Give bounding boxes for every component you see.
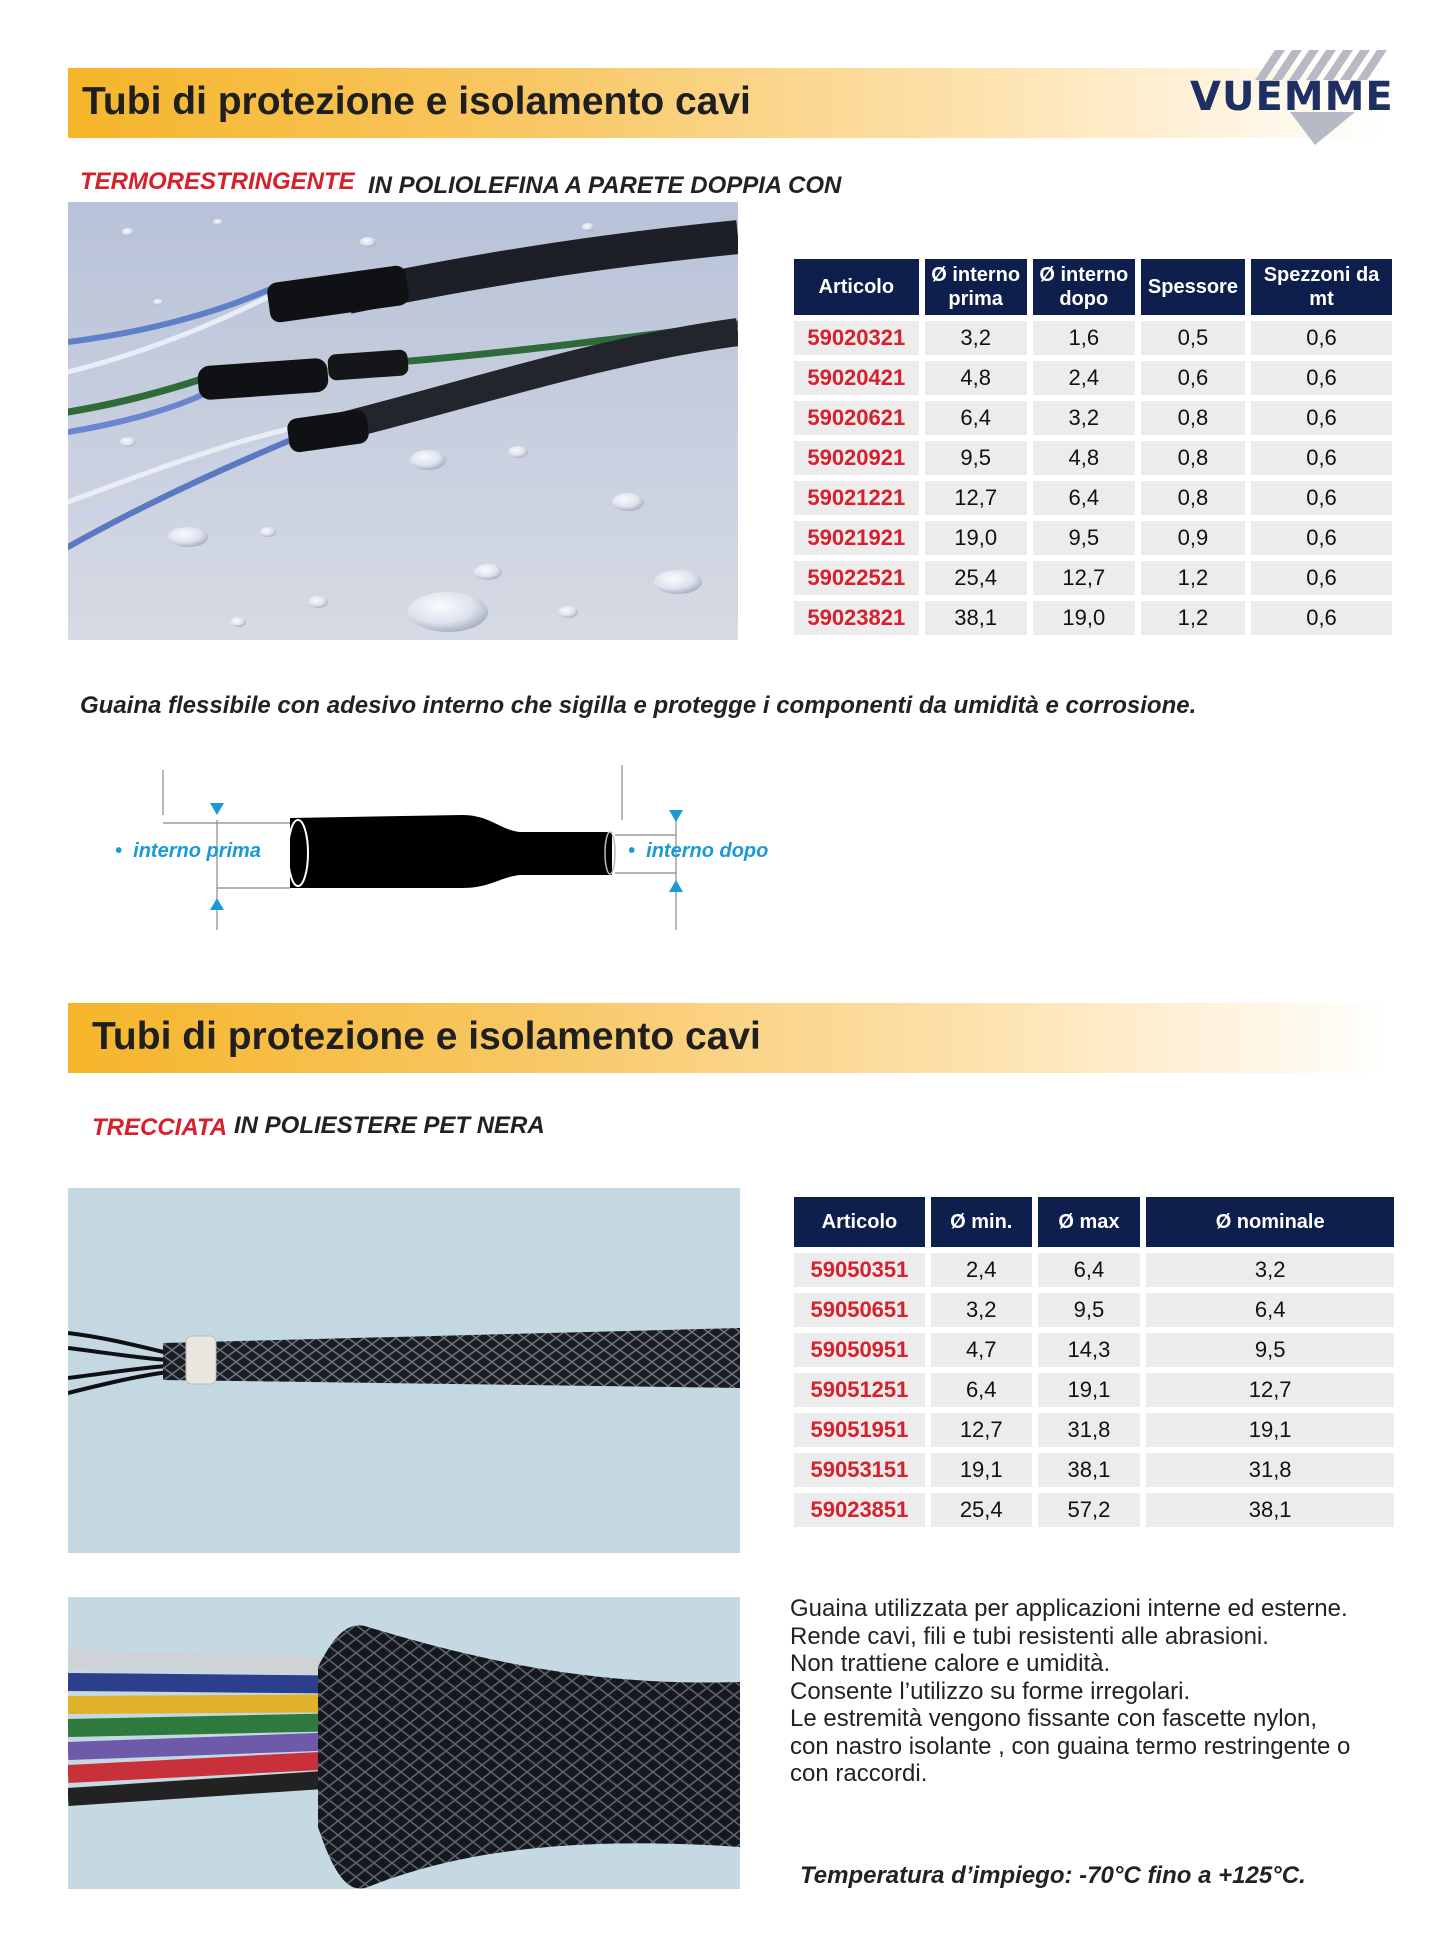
cell-min: 2,4 [931, 1253, 1032, 1287]
cell-interno-dopo: 2,4 [1033, 361, 1135, 395]
heat-shrink-cables-photo [68, 202, 738, 640]
table-row [794, 481, 1392, 515]
cell-interno-prima: 6,4 [925, 401, 1027, 435]
section1-title: Tubi di protezione e isolamento cavi [82, 80, 751, 123]
bullet-icon: • [628, 840, 636, 862]
logo-text: VUEMME [1190, 74, 1394, 120]
cell-interno-prima: 9,5 [925, 441, 1027, 475]
article-code: 59020921 [794, 441, 919, 475]
table-row [794, 1413, 1394, 1447]
table-row [794, 521, 1392, 555]
cell-interno-dopo: 4,8 [1033, 441, 1135, 475]
table-header-row [794, 1197, 1394, 1247]
cell-spezzoni: 0,6 [1251, 441, 1392, 475]
col-header-articolo: Articolo [794, 1197, 925, 1247]
cell-spessore: 1,2 [1141, 601, 1245, 635]
table-header-row [794, 259, 1392, 315]
list-item: Rende cavi, fili e tubi resistenti alle abrasioni. [790, 1622, 1269, 1650]
cell-interno-prima: 4,8 [925, 361, 1027, 395]
col-header-interno-prima: Ø interno prima [925, 259, 1027, 315]
arrow-down-icon [669, 810, 683, 822]
label-interno-dopo [628, 840, 768, 863]
cell-nominale: 31,8 [1146, 1453, 1394, 1487]
section2-header-band [68, 1003, 1388, 1073]
cell-spezzoni: 0,6 [1251, 361, 1392, 395]
cell-max: 6,4 [1038, 1253, 1141, 1287]
cell-spessore: 0,8 [1141, 481, 1245, 515]
braided-sleeve-photo [68, 1188, 740, 1553]
table-row [794, 441, 1392, 475]
label-interno-prima [115, 840, 261, 863]
vuemme-logo [1180, 50, 1395, 145]
table-row [794, 361, 1392, 395]
article-code: 59051251 [794, 1373, 925, 1407]
list-item: con raccordi. [790, 1760, 928, 1787]
article-code: 59020321 [794, 321, 919, 355]
col-header-min: Ø min. [931, 1197, 1032, 1247]
cell-nominale: 38,1 [1146, 1493, 1394, 1527]
features-list [790, 1595, 1350, 1788]
temperature-range: Temperatura d’impiego: -70°C fino a +125°C. [800, 1862, 1306, 1889]
label-interno-dopo-text: interno dopo [646, 840, 769, 862]
braided-sleeve-closeup-photo [68, 1597, 740, 1889]
cell-max: 38,1 [1038, 1453, 1141, 1487]
cell-max: 31,8 [1038, 1413, 1141, 1447]
article-code: 59020621 [794, 401, 919, 435]
article-code: 59022521 [794, 561, 919, 595]
cell-interno-dopo: 1,6 [1033, 321, 1135, 355]
list-item: Le estremità vengono fissante con fascette nylon, [790, 1705, 1317, 1732]
cell-interno-dopo: 12,7 [1033, 561, 1135, 595]
cell-interno-dopo: 3,2 [1033, 401, 1135, 435]
table-row [794, 561, 1392, 595]
section1-subtitle-black: IN POLIOLEFINA A PARETE DOPPIA CON [368, 172, 842, 199]
arrow-down-icon [210, 803, 224, 815]
list-item: con nastro isolante , con guaina termo restringente o [790, 1732, 1351, 1760]
col-header-max: Ø max [1038, 1197, 1141, 1247]
article-code: 59021921 [794, 521, 919, 555]
cell-nominale: 3,2 [1146, 1253, 1394, 1287]
section2-title: Tubi di protezione e isolamento cavi [92, 1015, 761, 1058]
cell-min: 12,7 [931, 1413, 1032, 1447]
article-code: 59050951 [794, 1333, 925, 1367]
table-row [794, 1253, 1394, 1287]
cell-spessore: 0,9 [1141, 521, 1245, 555]
cell-nominale: 19,1 [1146, 1413, 1394, 1447]
col-header-interno-dopo: Ø interno dopo [1033, 259, 1135, 315]
cell-spessore: 0,6 [1141, 361, 1245, 395]
cell-interno-prima: 12,7 [925, 481, 1027, 515]
list-item: Guaina utilizzata per applicazioni interne ed esterne. [790, 1595, 1348, 1622]
cell-nominale: 9,5 [1146, 1333, 1394, 1367]
article-code: 59050651 [794, 1293, 925, 1327]
col-header-articolo: Articolo [794, 259, 919, 315]
heat-shrink-spec-table [788, 253, 1398, 641]
table-row [794, 1453, 1394, 1487]
cell-min: 19,1 [931, 1453, 1032, 1487]
cell-min: 6,4 [931, 1373, 1032, 1407]
article-code: 59021221 [794, 481, 919, 515]
cell-spezzoni: 0,6 [1251, 561, 1392, 595]
arrow-up-icon [669, 880, 683, 892]
cell-spessore: 0,8 [1141, 401, 1245, 435]
list-item: Consente l’utilizzo su forme irregolari. [790, 1677, 1191, 1705]
label-interno-prima-text: interno prima [133, 840, 261, 862]
col-header-spezzoni: Spezzoni da mt [1251, 259, 1392, 315]
table-row [794, 1293, 1394, 1327]
cell-spezzoni: 0,6 [1251, 521, 1392, 555]
list-item: Non trattiene calore e umidità. [790, 1650, 1111, 1677]
cell-spezzoni: 0,6 [1251, 321, 1392, 355]
cell-spezzoni: 0,6 [1251, 481, 1392, 515]
cell-min: 3,2 [931, 1293, 1032, 1327]
cell-spezzoni: 0,6 [1251, 401, 1392, 435]
section1-subtitle-red: TERMORESTRINGENTE [80, 168, 355, 195]
cell-max: 19,1 [1038, 1373, 1141, 1407]
arrow-up-icon [210, 898, 224, 910]
cell-interno-dopo: 19,0 [1033, 601, 1135, 635]
cell-min: 4,7 [931, 1333, 1032, 1367]
col-header-nominale: Ø nominale [1146, 1197, 1394, 1247]
cell-interno-dopo: 6,4 [1033, 481, 1135, 515]
cell-interno-prima: 25,4 [925, 561, 1027, 595]
cell-interno-dopo: 9,5 [1033, 521, 1135, 555]
bullet-icon: • [115, 840, 123, 862]
cell-spezzoni: 0,6 [1251, 601, 1392, 635]
cell-spessore: 0,8 [1141, 441, 1245, 475]
cell-spessore: 1,2 [1141, 561, 1245, 595]
cell-spessore: 0,5 [1141, 321, 1245, 355]
cell-interno-prima: 3,2 [925, 321, 1027, 355]
table-row [794, 401, 1392, 435]
section2-subtitle-black: IN POLIESTERE PET NERA [234, 1112, 545, 1139]
cell-nominale: 6,4 [1146, 1293, 1394, 1327]
cell-interno-prima: 19,0 [925, 521, 1027, 555]
cell-max: 9,5 [1038, 1293, 1141, 1327]
article-code: 59051951 [794, 1413, 925, 1447]
cell-nominale: 12,7 [1146, 1373, 1394, 1407]
article-code: 59020421 [794, 361, 919, 395]
article-code: 59023851 [794, 1493, 925, 1527]
table-row [794, 601, 1392, 635]
table-row [794, 1493, 1394, 1527]
table-row [794, 1373, 1394, 1407]
article-code: 59023821 [794, 601, 919, 635]
cell-max: 57,2 [1038, 1493, 1141, 1527]
article-code: 59050351 [794, 1253, 925, 1287]
cell-min: 25,4 [931, 1493, 1032, 1527]
article-code: 59053151 [794, 1453, 925, 1487]
braided-sleeve-spec-table [788, 1191, 1400, 1533]
table-row [794, 321, 1392, 355]
shrink-diagram [100, 760, 780, 940]
table-row [794, 1333, 1394, 1367]
section1-description: Guaina flessibile con adesivo interno che sigilla e protegge i componenti da umidità e corrosione. [80, 692, 1197, 719]
cell-interno-prima: 38,1 [925, 601, 1027, 635]
section2-subtitle-red: TRECCIATA [92, 1114, 228, 1141]
cell-max: 14,3 [1038, 1333, 1141, 1367]
col-header-spessore: Spessore [1141, 259, 1245, 315]
